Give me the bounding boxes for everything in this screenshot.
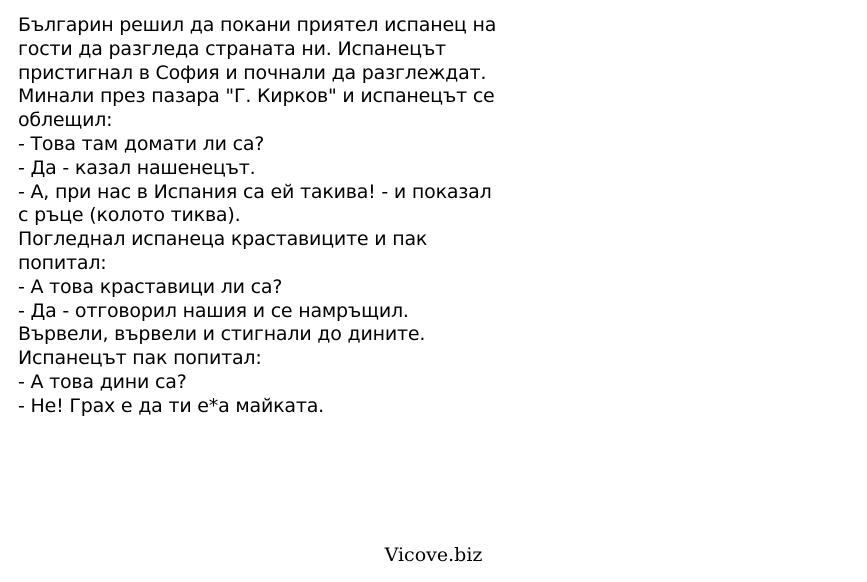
joke-line: Вървели, вървели и стигнали до дините. <box>18 323 426 346</box>
joke-line: - А, при нас в Испания са ей такива! - и показал <box>18 180 492 203</box>
joke-line: - Не! Грах е да ти е*а майката. <box>18 394 324 417</box>
joke-line: - А това дини са? <box>18 370 187 393</box>
joke-line: пристигнал в София и почнали да разглеждат. <box>18 61 487 84</box>
joke-line: - Да - отговорил нашия и се намръщил. <box>18 299 409 322</box>
joke-line: с ръце (колото тиква). <box>18 204 241 227</box>
joke-line: Минали през пазара "Г. Кирков" и испанецът се <box>18 85 495 108</box>
joke-text <box>18 14 858 419</box>
joke-line: попитал: <box>18 251 107 274</box>
joke-line: гости да разгледа страната ни. Испанецът <box>18 37 446 60</box>
joke-line: Българин решил да покани приятел испанец на <box>18 14 497 36</box>
joke-line: - А това краставици ли са? <box>18 275 283 298</box>
joke-line: облещил: <box>18 109 113 132</box>
joke-line: - Това там домати ли са? <box>18 132 265 155</box>
site-watermark: Vicove.biz <box>384 544 483 566</box>
joke-line: Испанецът пак попитал: <box>18 347 262 370</box>
joke-line: Погледнал испанеца краставиците и пак <box>18 228 428 251</box>
joke-line: - Да - казал нашенецът. <box>18 156 256 179</box>
